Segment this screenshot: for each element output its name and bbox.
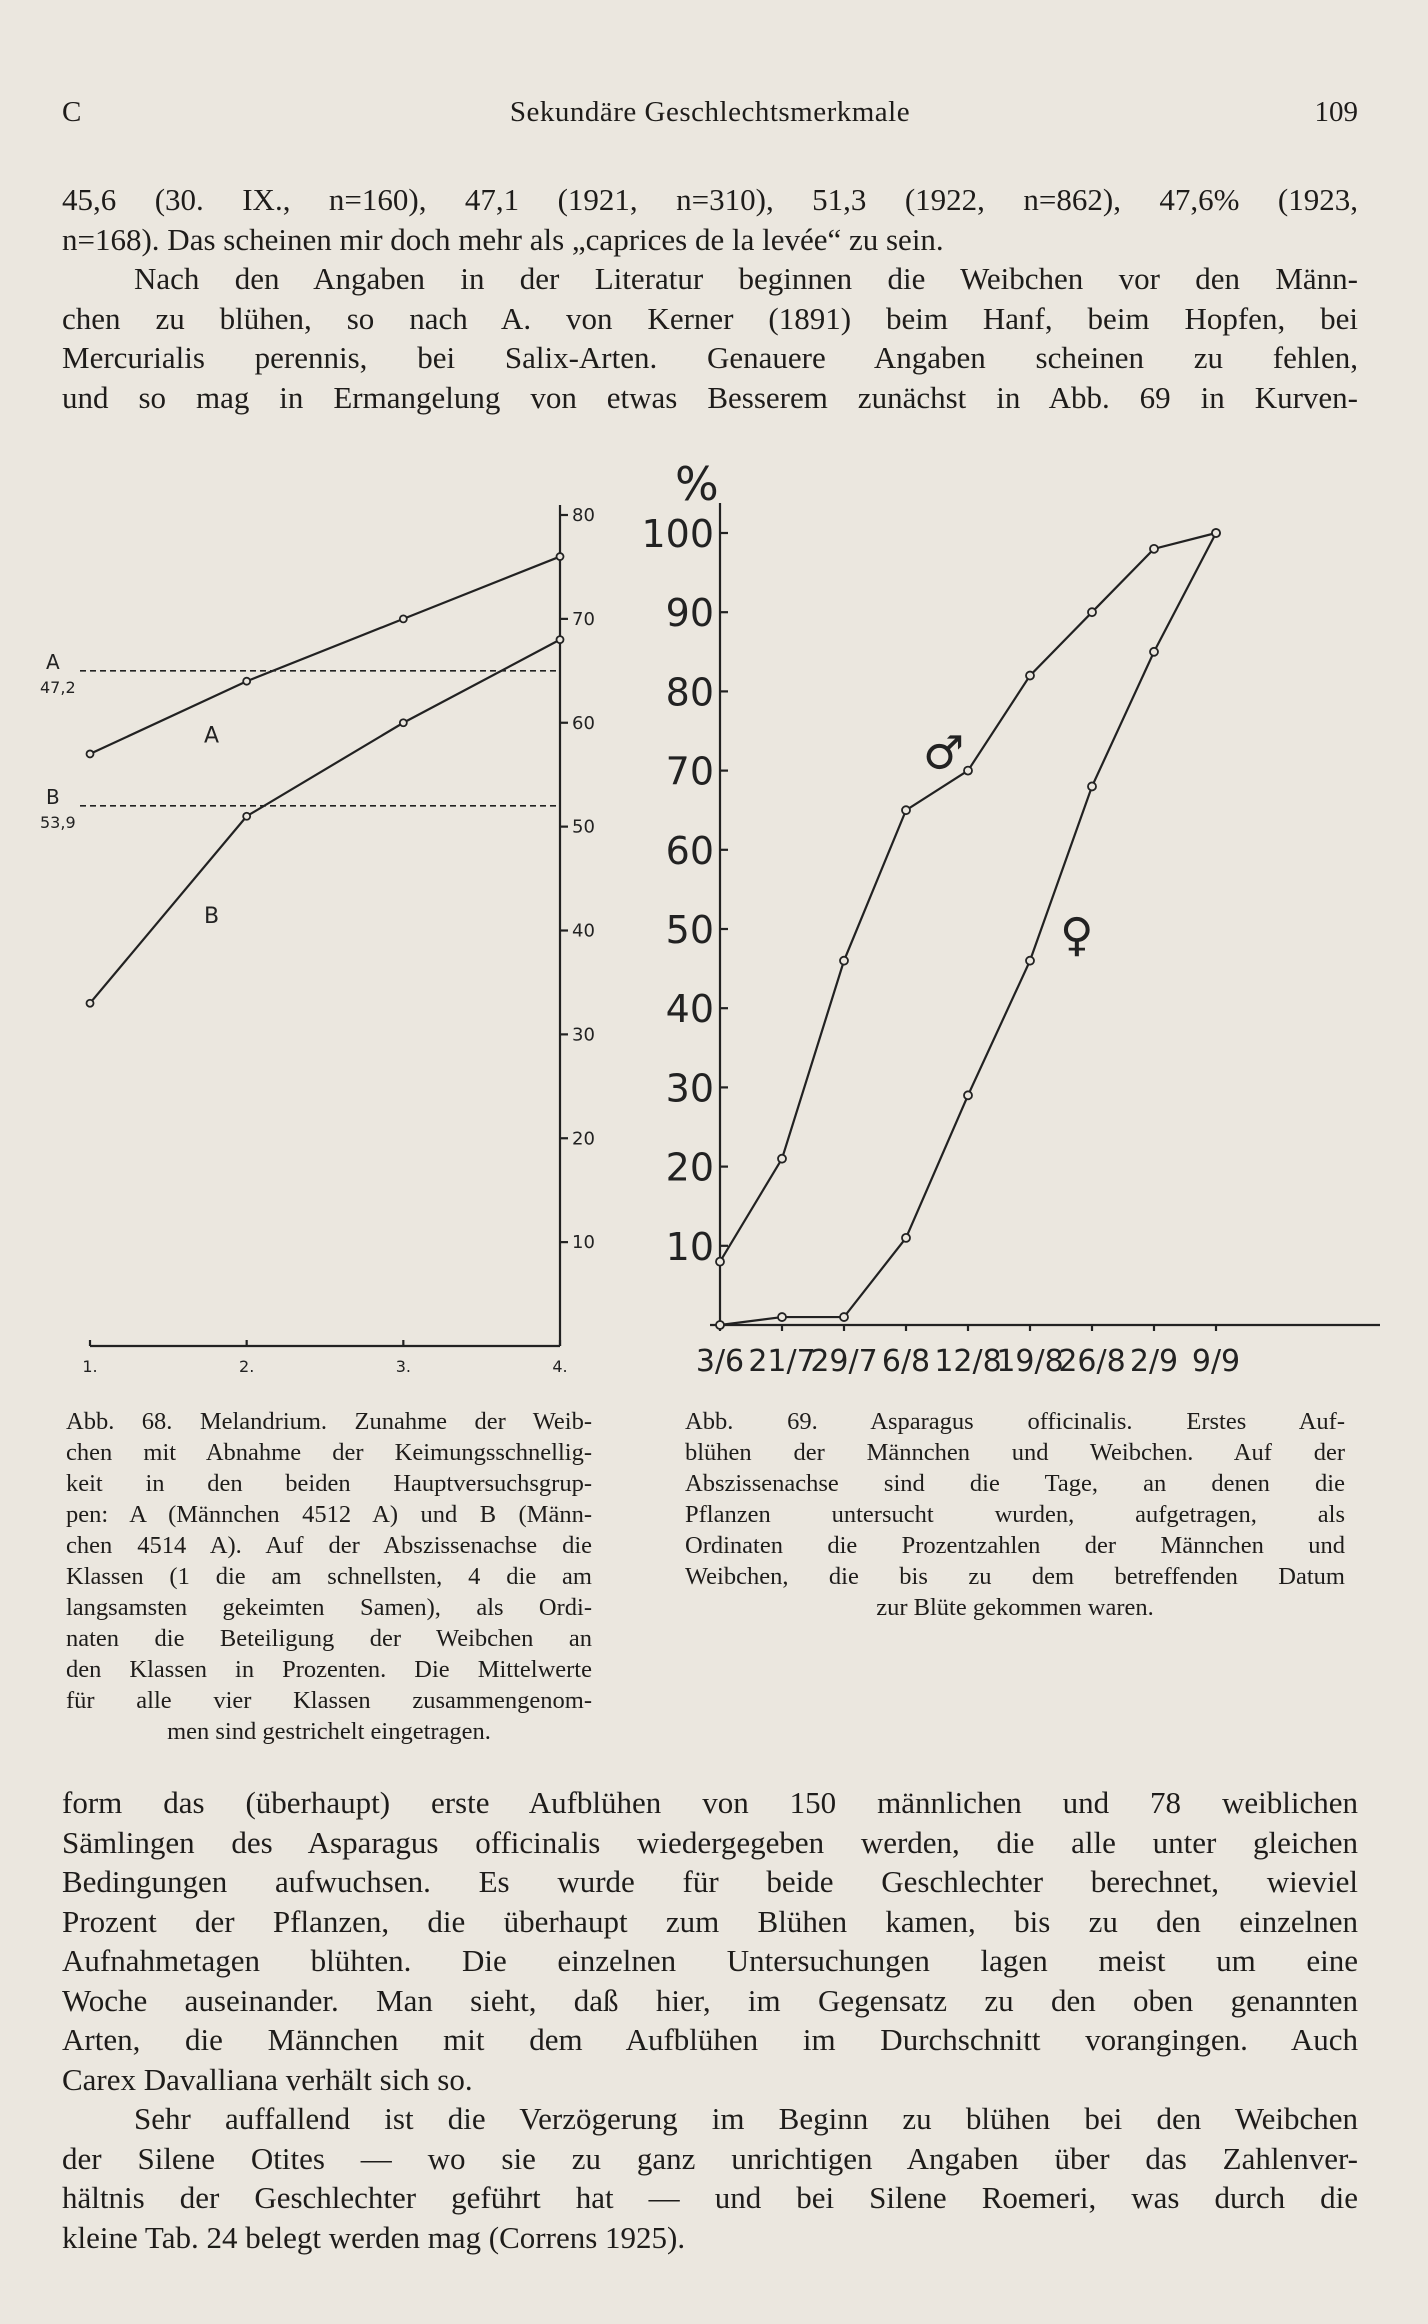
bottom-paragraph: [62, 1783, 1358, 2257]
x-tick-label: 19/8: [996, 1344, 1064, 1379]
data-point: [243, 678, 250, 685]
text-line: kleine Tab. 24 belegt werden mag (Correns 1925).: [62, 2219, 686, 2255]
caption-line: Weibchen, die bis zu dem betreffenden Datum: [685, 1563, 1345, 1590]
caption-line: blühen der Männchen und Weibchen. Auf der: [685, 1439, 1345, 1466]
x-tick-label: 3/6: [695, 1344, 745, 1379]
y-tick-label: 30: [572, 1024, 595, 1046]
caption-line: zur Blüte gekommen waren.: [876, 1594, 1154, 1621]
caption-line: langsamsten gekeimten Samen), als Ordi-: [66, 1594, 592, 1621]
data-point: [87, 1000, 94, 1007]
data-point: [1150, 648, 1158, 656]
x-tick-label: 26/8: [1058, 1344, 1126, 1379]
text-line: Sehr auffallend ist die Verzögerung im Beginn zu blühen bei den Weibchen: [134, 2101, 1358, 2136]
x-tick-label: 2/9: [1129, 1344, 1179, 1379]
y-tick-label: 20: [665, 1145, 714, 1190]
y-tick-label: 70: [572, 608, 595, 630]
caption-line: men sind gestrichelt eingetragen.: [167, 1718, 491, 1745]
text-line: Aufnahmetagen blühten. Die einzelnen Untersuchungen lagen meist um eine: [62, 1943, 1358, 1978]
data-point: [840, 1313, 848, 1321]
y-tick-label: 60: [572, 712, 595, 734]
series-line-A: [90, 557, 560, 754]
y-tick-label: 40: [665, 987, 714, 1032]
x-tick-label: 9/9: [1191, 1344, 1241, 1379]
y-tick-label: 40: [572, 920, 595, 942]
series-line-male: [720, 533, 1216, 1262]
x-tick-label: 29/7: [810, 1344, 878, 1379]
data-point: [87, 750, 94, 757]
x-tick-label: 21/7: [748, 1344, 816, 1379]
figure-68-chart: [40, 480, 660, 1380]
series-line-B: [90, 640, 560, 1004]
text-line: Prozent der Pflanzen, die überhaupt zum Blühen kamen, bis zu den einzelnen: [62, 1903, 1358, 1939]
y-tick-label: 80: [665, 670, 714, 715]
text-line: Nach den Angaben in der Literatur beginnen die Weibchen vor den Männ-: [134, 261, 1358, 296]
data-point: [1088, 608, 1096, 616]
figure-69-caption: [685, 1406, 1345, 1623]
data-point: [557, 636, 564, 643]
x-tick-label: 2.: [239, 1357, 255, 1376]
running-header: [62, 96, 1358, 136]
data-point: [400, 615, 407, 622]
page-number: 109: [1314, 96, 1358, 128]
data-point: [243, 813, 250, 820]
series-label-female-symbol: ♀: [1060, 907, 1094, 962]
y-tick-label: 10: [572, 1232, 595, 1254]
mean-line-value: 47,2: [40, 677, 76, 697]
mean-line-name: B: [46, 784, 60, 809]
text-line: Bedingungen aufwuchsen. Es wurde für beide Geschlechter berechnet, wieviel: [62, 1864, 1358, 1899]
y-tick-label: 10: [665, 1224, 714, 1269]
text-line: chen zu blühen, so nach A. von Kerner (1891) beim Hanf, beim Hopfen, bei: [62, 300, 1358, 336]
caption-line: pen: A (Männchen 4512 A) und B (Männ-: [66, 1501, 592, 1528]
caption-line: Pflanzen untersucht wurden, aufgetragen, als: [685, 1501, 1345, 1528]
caption-line: Abszissenachse sind die Tage, an denen die: [685, 1470, 1345, 1497]
text-line: und so mag in Ermangelung von etwas Besserem zunächst in Abb. 69 in Kurven-: [62, 379, 1358, 415]
data-point: [400, 719, 407, 726]
figure-69-chart: [640, 440, 1400, 1400]
y-tick-label: 70: [665, 749, 714, 794]
mean-line-name: A: [46, 649, 60, 674]
text-line: der Silene Otites — wo sie zu ganz unrichtigen Angaben über das Zahlenver-: [62, 2140, 1358, 2176]
y-tick-label: 100: [641, 512, 714, 556]
data-point: [1026, 672, 1034, 680]
x-tick-label: 3.: [395, 1357, 411, 1376]
x-tick-label: 4.: [552, 1357, 568, 1376]
text-line: Arten, die Männchen mit dem Aufblühen im Durchschnitt vorangingen. Auch: [62, 2022, 1358, 2057]
data-point: [716, 1258, 724, 1266]
caption-line: den Klassen in Prozenten. Die Mittelwerte: [66, 1656, 592, 1683]
caption-line: naten die Beteiligung der Weibchen an: [66, 1625, 592, 1652]
data-point: [964, 767, 972, 775]
data-point: [1150, 545, 1158, 553]
y-tick-label: 30: [665, 1066, 714, 1111]
caption-line: chen 4514 A). Auf der Abszissenachse die: [66, 1532, 592, 1559]
y-tick-label: 60: [665, 828, 714, 873]
data-point: [557, 553, 564, 560]
text-line: hältnis der Geschlechter geführt hat — und bei Silene Roemeri, was durch die: [62, 2180, 1358, 2215]
text-line: Sämlingen des Asparagus officinalis wiedergegeben werden, die alle unter gleichen: [62, 1824, 1358, 1860]
y-unit-label: %: [675, 457, 719, 511]
series-line-female: [720, 533, 1216, 1325]
caption-line: Abb. 69. Asparagus officinalis. Erstes Auf-: [685, 1408, 1345, 1435]
figure-68-caption: [66, 1406, 592, 1747]
top-paragraph: [62, 180, 1358, 417]
series-label: B: [204, 904, 220, 930]
text-line: 45,6 (30. IX., n=160), 47,1 (1921, n=310), 51,3 (1922, n=862), 47,6% (1923,: [62, 182, 1358, 217]
data-point: [716, 1321, 724, 1329]
caption-line: Ordinaten die Prozentzahlen der Männchen und: [685, 1532, 1345, 1559]
text-line: Carex Davalliana verhält sich so.: [62, 2061, 473, 2097]
caption-line: Klassen (1 die am schnellsten, 4 die am: [66, 1563, 592, 1590]
series-label: A: [204, 723, 220, 749]
data-point: [1088, 782, 1096, 790]
x-tick-label: 12/8: [934, 1344, 1002, 1379]
text-line: Mercurialis perennis, bei Salix-Arten. Genauere Angaben scheinen zu fehlen,: [62, 340, 1358, 375]
data-point: [1212, 529, 1220, 537]
data-point: [840, 957, 848, 965]
series-label-male-symbol: ♂: [923, 725, 965, 780]
data-point: [1026, 957, 1034, 965]
text-line: Woche auseinander. Man sieht, daß hier, im Gegensatz zu den oben genannten: [62, 1982, 1358, 2018]
caption-line: chen mit Abnahme der Keimungsschnellig-: [66, 1439, 592, 1466]
y-tick-label: 80: [572, 505, 595, 526]
data-point: [778, 1155, 786, 1163]
y-tick-label: 90: [665, 591, 714, 636]
y-tick-label: 50: [572, 816, 595, 838]
caption-line: für alle vier Klassen zusammengenom-: [66, 1687, 592, 1714]
caption-line: keit in den beiden Hauptversuchsgrup-: [66, 1470, 592, 1497]
header-letter: C: [62, 96, 82, 128]
y-tick-label: 50: [665, 908, 714, 952]
data-point: [778, 1313, 786, 1321]
y-tick-label: 20: [572, 1128, 595, 1150]
mean-line-value: 53,9: [40, 812, 76, 832]
x-tick-label: 1.: [82, 1357, 98, 1376]
text-line: n=168). Das scheinen mir doch mehr als „caprices de la levée“ zu sein.: [62, 221, 944, 257]
header-title: Sekundäre Geschlechtsmerkmale: [509, 96, 911, 128]
x-tick-label: 6/8: [881, 1344, 931, 1379]
data-point: [964, 1091, 972, 1099]
data-point: [902, 1234, 910, 1242]
data-point: [902, 806, 910, 814]
caption-line: Abb. 68. Melandrium. Zunahme der Weib-: [66, 1408, 592, 1435]
text-line: form das (überhaupt) erste Aufblühen von 150 männlichen und 78 weiblichen: [62, 1785, 1358, 1820]
